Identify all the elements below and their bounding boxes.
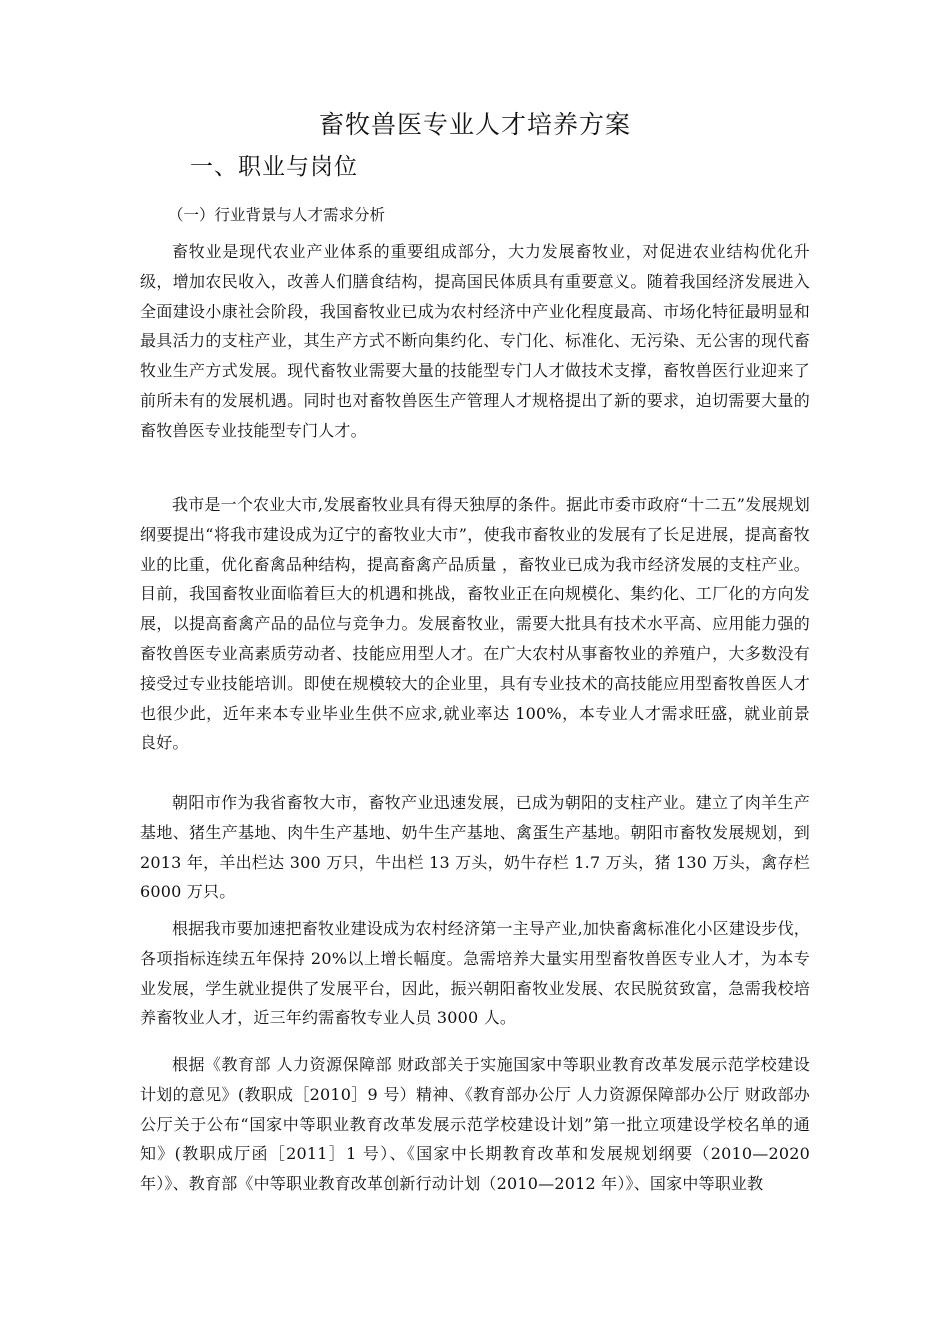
- paragraph: 根据我市要加速把畜牧业建设成为农村经济第一主导产业,加快畜禽标准化小区建设步伐，各项指标连续五年保持 20%以上增长幅度。急需培养大量实用型畜牧兽医专业人才，为本专业发展，学生就业提供了发展平台，因此，振兴朝阳畜牧业发展、农民脱贫致富，急需我校培养畜牧业人才，近三年约需畜牧专业人员 3000 人。: [140, 919, 810, 1028]
- paragraph: 朝阳市作为我省畜牧大市，畜牧产业迅速发展，已成为朝阳的支柱产业。建立了肉羊生产基地、猪生产基地、肉牛生产基地、奶牛生产基地、禽蛋生产基地。朝阳市畜牧发展规划，到 2013 年，羊出栏达 300 万只，牛出栏 13 万头，奶牛存栏 1.7 万头，猪 130 万头，禽存栏 6000 万只。: [140, 793, 810, 902]
- paragraph: 根据《教育部 人力资源保障部 财政部关于实施国家中等职业教育改革发展示范学校建设计划的意见》(教职成［2010］9 号）精神、《教育部办公厅 人力资源保障部办公厅 财政部办公厅关于公布“国家中等职业教育改革发展示范学校建设计划”第一批立项建设学校名单的通知》(教职成厅函［2011］1 号）、《国家中长期教育改革和发展规划纲要（2010—2020 年）》、教育部《中等职业教育改革创新行动计划（2010—2012 年）》、国家中等职业教: [140, 1055, 810, 1194]
- subsection-heading: （一）行业背景与人才需求分析: [168, 206, 386, 224]
- section-heading: 一、职业与岗位: [190, 154, 358, 180]
- paragraph: 畜牧业是现代农业产业体系的重要组成部分，大力发展畜牧业，对促进农业结构优化升级，增加农民收入，改善人们膳食结构，提高国民体质具有重要意义。随着我国经济发展进入全面建设小康社会阶段，我国畜牧业已成为农村经济中产业化程度最高、市场化特征最明显和最具活力的支柱产业，其生产方式不断向集约化、专门化、标准化、无污染、无公害的现代畜牧业生产方式发展。现代畜牧业需要大量的技能型专门人才做技术支撑，畜牧兽医行业迎来了前所未有的发展机遇。同时也对畜牧兽医生产管理人才规格提出了新的要求，迫切需要大量的畜牧兽医专业技能型专门人才。: [140, 242, 810, 440]
- paragraph: 我市是一个农业大市,发展畜牧业具有得天独厚的条件。据此市委市政府“十二五”发展规划纲要提出“将我市建设成为辽宁的畜牧业大市”，使我市畜牧业的发展有了长足进展，提高畜牧业的比重，优化畜禽品种结构，提高畜禽产品质量 ，畜牧业已成为我市经济发展的支柱产业。目前，我国畜牧业面临着巨大的机遇和挑战，畜牧业正在向规模化、集约化、工厂化的方向发展，以提高畜禽产品的品位与竞争力。发展畜牧业，需要大批具有技术水平高、应用能力强的畜牧兽医专业高素质劳动者、技能应用型人才。在广大农村从事畜牧业的养殖户，大多数没有接受过专业技能培训。即使在规模较大的企业里，具有专业技术的高技能应用型畜牧兽医人才也很少此，近年来本专业毕业生供不应求,就业率达 100%，本专业人才需求旺盛，就业前景良好。: [140, 495, 810, 753]
- document-title: 畜牧兽医专业人才培养方案: [318, 110, 631, 139]
